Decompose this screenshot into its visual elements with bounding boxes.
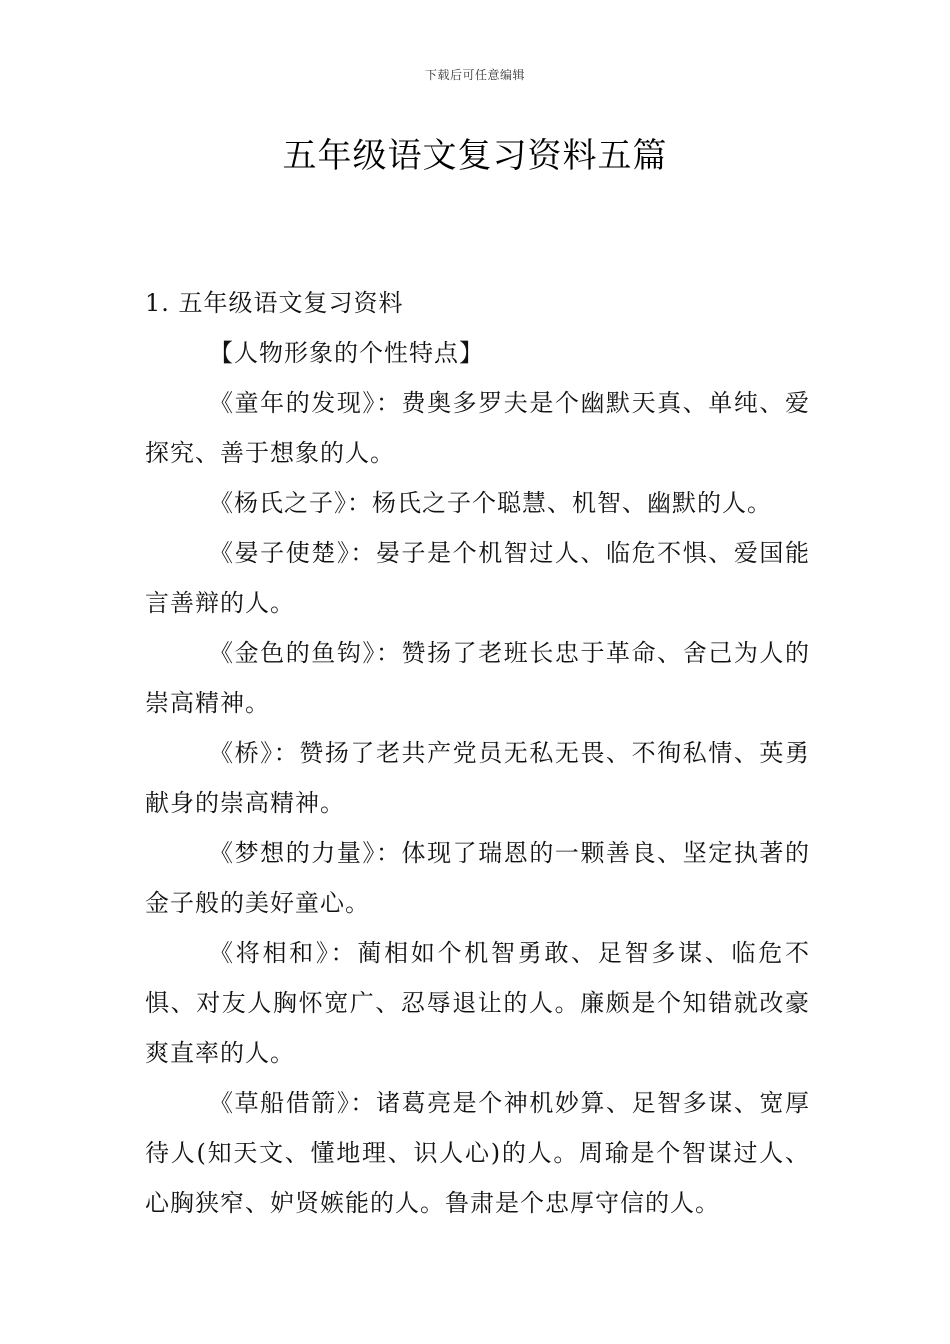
paragraph: 《草船借箭》：诸葛亮是个神机妙算、足智多谋、宽厚待人(知天文、懂地理、识人心)的人。周瑜是个智谋过人、心胸狭窄、妒贤嫉能的人。鲁肃是个忠厚守信的人。 (145, 1089, 810, 1217)
header-note: 下载后可任意编辑 (424, 68, 525, 82)
paragraph: 《晏子使楚》：晏子是个机智过人、临危不惧、爱国能言善辩的人。 (145, 539, 810, 617)
section-heading: 1. 五年级语文复习资料 (145, 289, 404, 317)
paragraph: 《桥》：赞扬了老共产党员无私无畏、不徇私情、英勇献身的崇高精神。 (145, 739, 810, 817)
paragraph: 《金色的鱼钩》：赞扬了老班长忠于革命、舍己为人的崇高精神。 (145, 639, 810, 717)
paragraph: 《杨氏之子》：杨氏之子个聪慧、机智、幽默的人。 (209, 489, 772, 517)
section-subheading: 【人物形象的个性特点】 (209, 339, 484, 367)
document-body (145, 278, 810, 1228)
paragraph: 《童年的发现》：费奥多罗夫是个幽默天真、单纯、爱探究、善于想象的人。 (145, 389, 810, 467)
document-title: 五年级语文复习资料五篇 (282, 136, 668, 176)
paragraph: 《梦想的力量》：体现了瑞恩的一颗善良、坚定执著的金子般的美好童心。 (145, 839, 810, 917)
paragraph: 《将相和》：蔺相如个机智勇敢、足智多谋、临危不惧、对友人胸怀宽广、忍辱退让的人。廉颇是个知错就改豪爽直率的人。 (145, 939, 810, 1067)
